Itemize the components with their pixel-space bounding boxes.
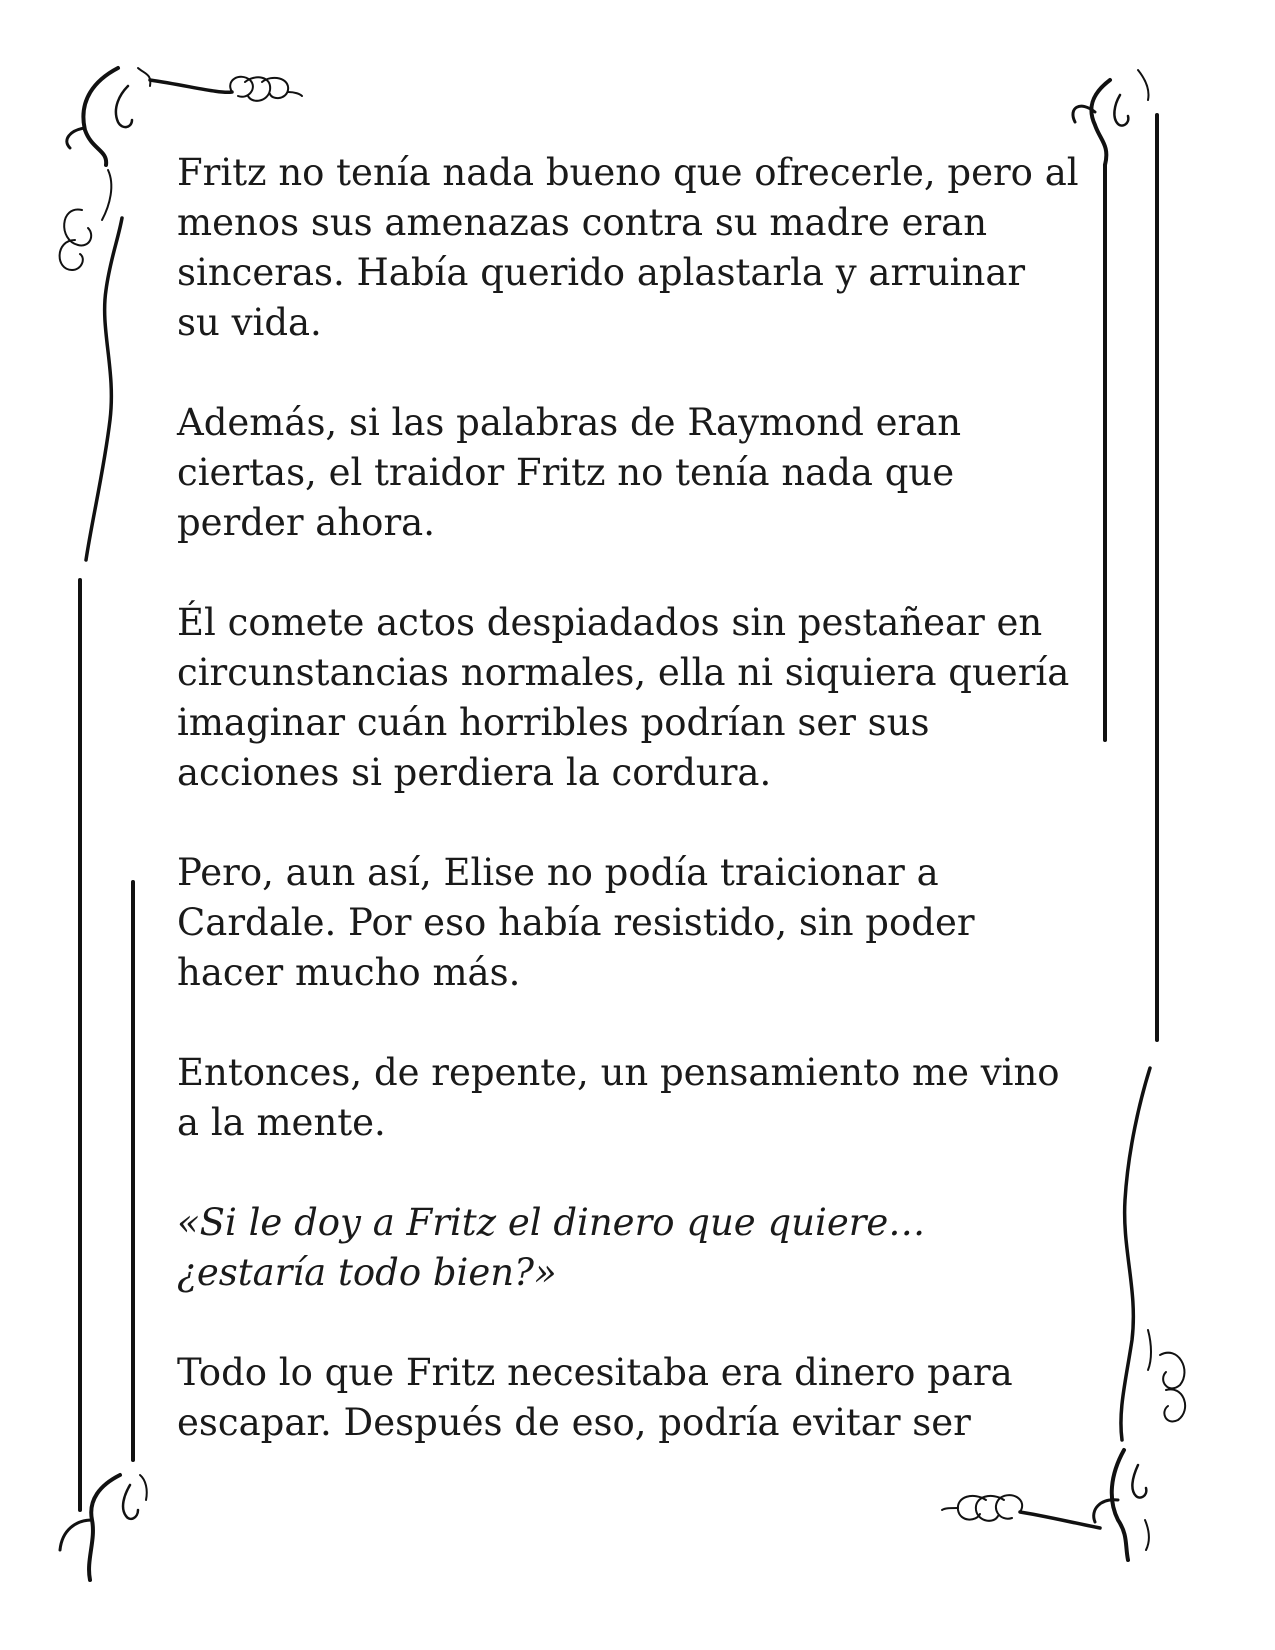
text-line: Además, si las palabras de Raymond eran — [177, 401, 962, 444]
text-line: ¿estaría todo bien?» — [177, 1251, 557, 1294]
text-line: a la mente. — [177, 1101, 386, 1144]
paragraph — [177, 398, 1097, 548]
text-line: acciones si perdiera la cordura. — [177, 751, 772, 794]
text-line: menos sus amenazas contra su madre eran — [177, 201, 988, 244]
text-line: circunstancias normales, ella ni siquiera quería — [177, 651, 1070, 694]
text-line: «Si le doy a Fritz el dinero que quiere… — [177, 1201, 926, 1244]
text-line: Entonces, de repente, un pensamiento me vino — [177, 1051, 1060, 1094]
text-line: Él comete actos despiadados sin pestañear en — [177, 601, 1043, 644]
text-line: sinceras. Había querido aplastarla y arruinar — [177, 251, 1026, 294]
text-line: Todo lo que Fritz necesitaba era dinero para — [177, 1351, 1013, 1394]
text-line: perder ahora. — [177, 501, 435, 544]
bottom-left-flourish-icon — [60, 1475, 147, 1580]
text-line: ciertas, el traidor Fritz no tenía nada que — [177, 451, 955, 494]
paragraph — [177, 1048, 1097, 1148]
paragraph — [177, 598, 1097, 798]
paragraph — [177, 148, 1097, 348]
text-line: imaginar cuán horribles podrían ser sus — [177, 701, 930, 744]
text-line: Pero, aun así, Elise no podía traicionar a — [177, 851, 939, 894]
body-text — [177, 148, 1097, 1498]
italic-paragraph — [177, 1198, 1097, 1298]
text-line: escapar. Después de eso, podría evitar ser — [177, 1401, 971, 1444]
text-line: Fritz no tenía nada bueno que ofrecerle, pero al — [177, 151, 1079, 194]
text-line: Cardale. Por eso había resistido, sin poder — [177, 901, 975, 944]
text-line: su vida. — [177, 301, 322, 344]
paragraph — [177, 1348, 1097, 1448]
paragraph — [177, 848, 1097, 998]
text-line: hacer mucho más. — [177, 951, 521, 994]
